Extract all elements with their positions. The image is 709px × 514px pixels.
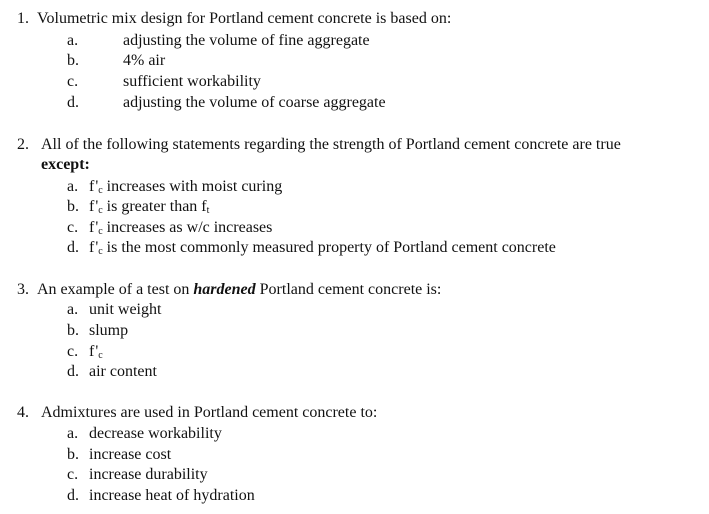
question-text: An example of a test on hardened Portland cement concrete is: <box>37 281 442 298</box>
option-letter: b. <box>67 446 79 463</box>
option-letter: a. <box>67 425 79 442</box>
question-number: 2. <box>17 136 29 153</box>
option-letter: d. <box>67 239 79 256</box>
option-text: decrease workability <box>89 425 222 442</box>
option-letter: d. <box>67 487 79 504</box>
option-text: sufficient workability <box>123 73 261 90</box>
option-text: $f'_c$ increases with moist curing <box>89 178 283 196</box>
question-text: All of the following statements regarding the strength of Portland cement concrete are true <box>41 136 621 153</box>
option-text: unit weight <box>89 301 162 318</box>
option-letter: b. <box>67 322 79 339</box>
option-letter: d. <box>67 363 79 380</box>
option-text: 4% air <box>123 52 166 69</box>
question-number: 4. <box>17 404 29 421</box>
option-letter: d. <box>67 94 79 111</box>
emphasis-hardened: hardened <box>193 281 256 298</box>
option-text: increase heat of hydration <box>89 487 255 504</box>
question-2-except: except: <box>41 156 90 173</box>
option-text: $f'_c$ <box>89 343 103 361</box>
option-letter: a. <box>67 178 79 195</box>
option-text: adjusting the volume of fine aggregate <box>123 32 370 49</box>
option-letter: c. <box>67 219 79 236</box>
option-text: increase durability <box>89 466 208 483</box>
option-text: $f'_c$ increases as w/c increases <box>89 219 273 237</box>
option-letter: c. <box>67 73 79 90</box>
option-text: $f'_c$ is greater than $f_t$ <box>89 198 210 216</box>
option-text: adjusting the volume of coarse aggregate <box>123 94 386 111</box>
question-number: 3. <box>17 281 29 298</box>
question-text: Admixtures are used in Portland cement concrete to: <box>41 404 378 421</box>
option-text: slump <box>89 322 129 339</box>
option-letter: c. <box>67 343 79 360</box>
option-letter: b. <box>67 198 79 215</box>
option-text: increase cost <box>89 446 172 463</box>
question-text: Volumetric mix design for Portland cement concrete is based on: <box>37 10 452 27</box>
option-text: air content <box>89 363 157 380</box>
question-number: 1. <box>17 10 29 27</box>
option-letter: b. <box>67 52 79 69</box>
option-letter: a. <box>67 32 79 49</box>
option-letter: c. <box>67 466 79 483</box>
option-text: $f'_c$ is the most commonly measured property of Portland cement concrete <box>89 239 556 257</box>
option-letter: a. <box>67 301 79 318</box>
